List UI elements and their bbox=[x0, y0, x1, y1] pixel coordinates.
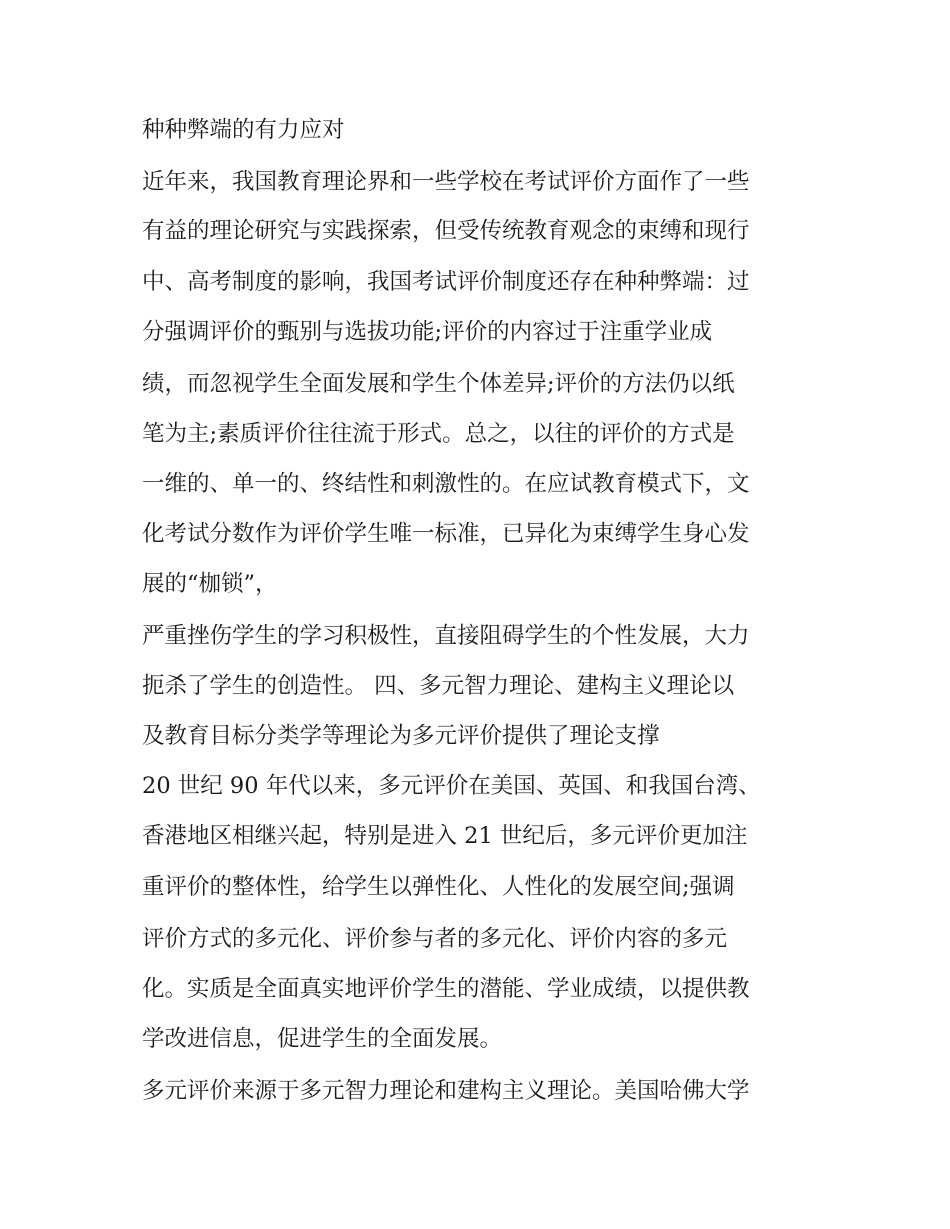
paragraph-line: 20 世纪 90 年代以来，多元评价在美国、英国、和我国台湾、 bbox=[142, 773, 761, 799]
paragraph-line: 近年来，我国教育理论界和一些学校在考试评价方面作了一些 bbox=[142, 169, 750, 195]
paragraph-line: 严重挫伤学生的学习积极性，直接阻碍学生的个性发展，大力 bbox=[142, 623, 750, 649]
paragraph-line: 分强调评价的甄别与选拔功能;评价的内容过于注重学业成 bbox=[142, 319, 713, 345]
paragraph-line: 评价方式的多元化、评价参与者的多元化、评价内容的多元 bbox=[142, 926, 728, 952]
paragraph-line: 扼杀了学生的创造性。 四、多元智力理论、建构主义理论以 bbox=[142, 673, 735, 699]
paragraph-line: 多元评价来源于多元智力理论和建构主义理论。美国哈佛大学 bbox=[142, 1078, 750, 1104]
paragraph-line: 化。实质是全面真实地评价学生的潜能、学业成绩，以提供教 bbox=[142, 976, 750, 1002]
paragraph-line: 香港地区相继兴起，特别是进入 21 世纪后，多元评价更加注 bbox=[142, 823, 748, 849]
paragraph-line: 化考试分数作为评价学生唯一标准，已异化为束缚学生身心发 bbox=[142, 521, 750, 547]
paragraph-line: 重评价的整体性，给学生以弹性化、人性化的发展空间;强调 bbox=[142, 874, 735, 900]
paragraph-line: 一维的、单一的、终结性和刺激性的。在应试教育模式下，文 bbox=[142, 471, 750, 497]
paragraph-line: 有益的理论研究与实践探索，但受传统教育观念的束缚和现行 bbox=[142, 218, 750, 244]
paragraph-line: 绩，而忽视学生全面发展和学生个体差异;评价的方法仍以纸 bbox=[142, 371, 735, 397]
paragraph-line: 中、高考制度的影响，我国考试评价制度还存在种种弊端：过 bbox=[142, 269, 750, 295]
paragraph-line: 及教育目标分类学等理论为多元评价提供了理论支撑 bbox=[142, 723, 660, 749]
section-heading-line: 种种弊端的有力应对 bbox=[142, 117, 345, 143]
paragraph-line: 学改进信息，促进学生的全面发展。 bbox=[142, 1026, 503, 1052]
paragraph-line: 展的“枷锁”， bbox=[142, 571, 278, 597]
paragraph-line: 笔为主;素质评价往往流于形式。总之，以往的评价的方式是 bbox=[142, 421, 735, 447]
